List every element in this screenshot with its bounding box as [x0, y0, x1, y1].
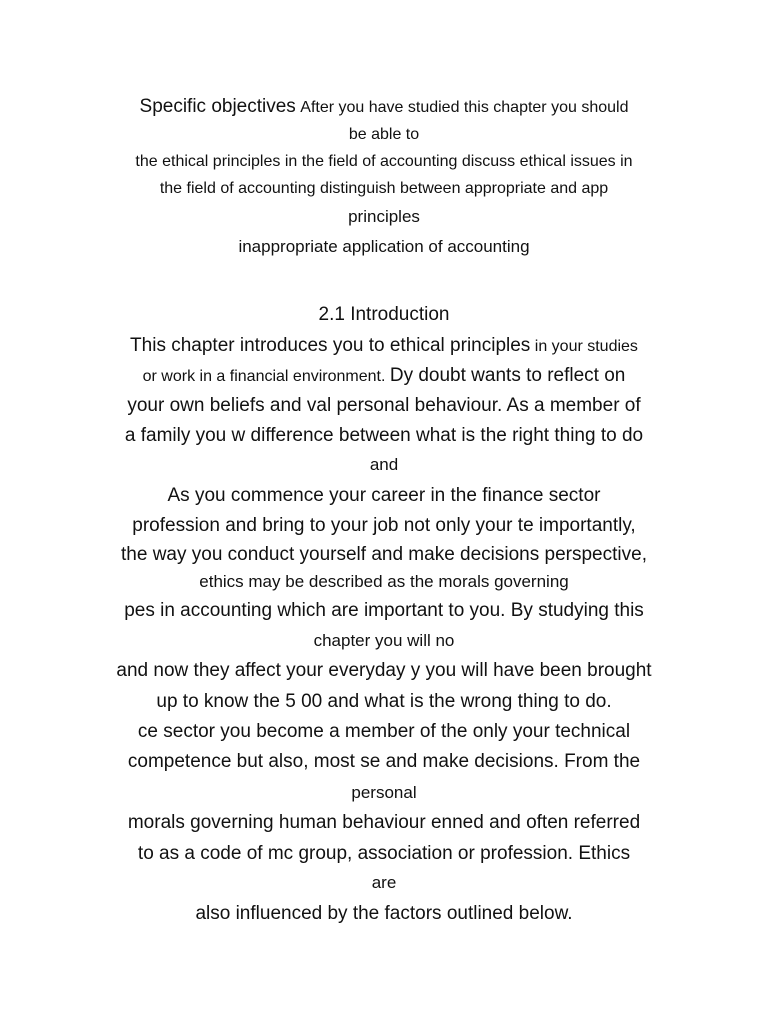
- section-line-2-part-a: or work in a financial environment.: [142, 368, 386, 385]
- section-line-4: a family you w difference between what is the right thing to do: [124, 425, 644, 446]
- objectives-intro-text: After you have studied this chapter you should: [300, 99, 629, 116]
- section-line-17: morals governing human behaviour enned and often referred: [127, 812, 641, 833]
- section-line-7: profession and bring to your job not only your te importantly,: [132, 515, 636, 536]
- section-line-1: [0, 336, 768, 355]
- section-line-18: to as a code of mc group, association or profession. Ethics: [137, 843, 631, 864]
- objectives-line-2: be able to: [348, 126, 420, 143]
- section-heading: 2.1 Introduction: [318, 304, 450, 325]
- objectives-line-5: principles: [348, 207, 420, 226]
- section-line-6: As you commence your career in the finance sector: [167, 485, 601, 506]
- section-line-8: the way you conduct yourself and make decisions perspective,: [121, 544, 647, 565]
- objectives-heading: Specific objectives: [139, 96, 296, 117]
- objectives-line-6: inappropriate application of accounting: [238, 237, 530, 256]
- section-line-3: your own beliefs and val personal behaviour. As a member of: [127, 395, 641, 416]
- objectives-line-3: the ethical principles in the field of accounting discuss ethical issues in: [135, 153, 633, 170]
- section-line-11: chapter you will no: [313, 631, 455, 650]
- section-line-10: pes in accounting which are important to you. By studying this: [124, 600, 644, 621]
- section-line-13: up to know the 5 00 and what is the wrong thing to do.: [156, 691, 612, 712]
- section-line-1-part-a: This chapter introduces you to ethical principles: [130, 335, 531, 356]
- section-line-15: competence but also, most se and make decisions. From the: [127, 751, 641, 772]
- section-line-1-part-b: in your studies: [534, 338, 638, 355]
- section-line-14: ce sector you become a member of the only your technical: [137, 721, 631, 742]
- objectives-line-1: [0, 97, 768, 116]
- section-line-20: also influenced by the factors outlined below.: [195, 903, 573, 924]
- section-line-12: and now they affect your everyday y you will have been brought: [116, 660, 652, 681]
- section-line-5: and: [369, 455, 399, 474]
- section-line-2: [0, 366, 768, 385]
- section-line-2-part-b: Dy doubt wants to reflect on: [389, 365, 626, 386]
- objectives-line-4: the field of accounting distinguish between appropriate and app: [159, 180, 609, 197]
- section-line-16: personal: [351, 783, 417, 802]
- section-line-19: are: [371, 873, 397, 892]
- section-line-9: ethics may be described as the morals governing: [199, 572, 569, 591]
